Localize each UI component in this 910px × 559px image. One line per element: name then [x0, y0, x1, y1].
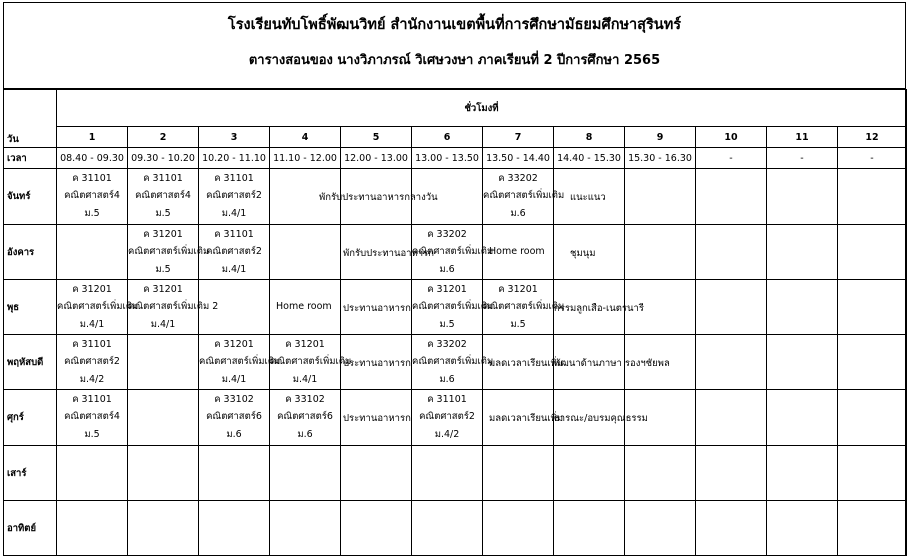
- period-cell: [767, 280, 838, 335]
- period-number: 6: [412, 127, 483, 148]
- period-cell: [838, 169, 907, 225]
- schedule-note: แนะแนว: [570, 192, 606, 203]
- period-cell: [554, 225, 625, 280]
- course-subject: คณิตศาสตร์เพิ่มเติม: [128, 246, 210, 257]
- period-cell: [341, 225, 434, 280]
- hours-header: ชั่วโมงที่: [57, 90, 907, 127]
- period-cell: [128, 501, 199, 556]
- schedule-note: ประทานอาหารก: [343, 358, 411, 369]
- course-subject: คณิตศาสตร์เพิ่มเติม: [199, 356, 281, 367]
- period-number: 7: [483, 127, 554, 148]
- course-subject: คณิตศาสตร์เพิ่มเติม: [483, 190, 565, 201]
- period-cell: [128, 335, 199, 390]
- period-time: 14.40 - 15.30: [554, 148, 625, 169]
- period-time: 15.30 - 16.30: [625, 148, 696, 169]
- class-cell: [57, 335, 128, 390]
- class-level: ม.5: [439, 319, 455, 330]
- period-cell: [319, 169, 438, 225]
- schedule-note: ประทานอาหารก: [343, 303, 411, 314]
- period-number: 9: [625, 127, 696, 148]
- period-time: -: [696, 148, 767, 169]
- class-level: ม.4/2: [434, 429, 460, 440]
- course-code: ค 31201: [498, 284, 538, 295]
- day-row: [4, 280, 907, 335]
- class-level: ม.4/1: [292, 374, 318, 385]
- period-cell: [838, 501, 907, 556]
- course-code: ค 31101: [214, 173, 254, 184]
- teacher-subtitle: ตารางสอนของ นางวิภาภรณ์ วิเศษวงษา ภาคเรียนที่ 2 ปีการศึกษา 2565: [248, 53, 661, 68]
- class-cell: [483, 280, 565, 335]
- period-cell: [483, 501, 554, 556]
- course-subject: คณิตศาสตร์2: [64, 356, 120, 367]
- period-cell: [270, 280, 341, 335]
- period-number: 3: [199, 127, 270, 148]
- period-cell: [341, 280, 412, 335]
- period-cell: [838, 225, 907, 280]
- period-number: 4: [270, 127, 341, 148]
- class-cell: [270, 335, 352, 390]
- period-time: -: [767, 148, 838, 169]
- period-cell: [696, 169, 767, 225]
- class-level: ม.4/1: [150, 319, 176, 330]
- course-code: ค 33102: [285, 394, 325, 405]
- period-number: 1: [57, 127, 128, 148]
- day-row: [4, 169, 907, 225]
- period-cell: [341, 390, 412, 446]
- course-code: ค 31201: [214, 339, 254, 350]
- class-cell: [128, 280, 219, 335]
- period-cell: [625, 446, 696, 501]
- period-cell: [696, 501, 767, 556]
- class-level: ม.4/1: [221, 264, 247, 275]
- period-time: 08.40 - 09.30: [57, 148, 128, 169]
- day-column-header: วัน: [4, 90, 57, 148]
- course-subject: คณิตศาสตร์เพิ่มเติม: [57, 301, 139, 312]
- schedule-note: Home room: [489, 246, 545, 257]
- period-cell: [270, 446, 341, 501]
- day-name: จันทร์: [4, 169, 57, 225]
- class-level: ม.4/1: [79, 319, 105, 330]
- day-row: [4, 390, 907, 446]
- period-time: 09.30 - 10.20: [128, 148, 199, 169]
- period-cell: [696, 446, 767, 501]
- class-cell: [57, 390, 128, 446]
- day-name: ศุกร์: [4, 390, 57, 446]
- day-row: [4, 225, 907, 280]
- school-title: โรงเรียนทับโพธิ์พัฒนวิทย์ สำนักงานเขตพื้นที่การศึกษามัธยมศึกษาสุรินทร์: [227, 17, 682, 33]
- course-code: ค 31101: [72, 339, 112, 350]
- period-cell: [554, 280, 644, 335]
- period-number: 2: [128, 127, 199, 148]
- day-name: เสาร์: [4, 446, 57, 501]
- course-code: ค 31201: [285, 339, 325, 350]
- schedule-note: Home room: [276, 301, 332, 312]
- course-code: ค 33202: [427, 339, 467, 350]
- period-cell: [341, 335, 412, 390]
- class-level: ม.4/1: [221, 374, 247, 385]
- period-cell: [199, 446, 270, 501]
- course-subject: คณิตศาสตร์4: [135, 190, 191, 201]
- schedule-note: มลดเวลาเรียนเพิ่ม: [489, 358, 564, 369]
- class-level: ม.5: [84, 429, 100, 440]
- day-name: พุธ: [4, 280, 57, 335]
- period-cell: [838, 446, 907, 501]
- period-time: 13.00 - 13.50: [412, 148, 483, 169]
- period-number: 11: [767, 127, 838, 148]
- schedule-note: พัฒนาด้านภาษา รองฯชัยพล: [554, 358, 670, 369]
- course-subject: คณิตศาสตร์2: [206, 190, 262, 201]
- period-cell: [625, 225, 696, 280]
- class-level: ม.5: [84, 208, 100, 219]
- schedule-note: มลดเวลาเรียนเพิ่ม: [489, 413, 564, 424]
- course-code: ค 31101: [143, 173, 183, 184]
- course-subject: คณิตศาสตร์6: [206, 411, 262, 422]
- course-code: ค 33102: [214, 394, 254, 405]
- period-cell: [483, 225, 554, 280]
- day-name: พฤหัสบดี: [4, 335, 57, 390]
- day-row: [4, 501, 907, 556]
- class-level: ม.5: [155, 208, 171, 219]
- period-cell: [483, 390, 564, 446]
- class-cell: [270, 390, 341, 446]
- period-cell: [57, 225, 128, 280]
- period-time: 12.00 - 13.00: [341, 148, 412, 169]
- period-number: 5: [341, 127, 412, 148]
- schedule-note: พักรับประทานอาหารก: [343, 248, 434, 259]
- course-code: ค 31101: [214, 229, 254, 240]
- day-row: [4, 446, 907, 501]
- course-code: ค 31101: [427, 394, 467, 405]
- period-cell: [341, 501, 412, 556]
- period-cell: [270, 225, 341, 280]
- class-cell: [412, 280, 494, 335]
- period-time: 13.50 - 14.40: [483, 148, 554, 169]
- class-level: ม.5: [155, 264, 171, 275]
- period-cell: [128, 446, 199, 501]
- class-level: ม.6: [439, 264, 455, 275]
- course-subject: คณิตศาสตร์เพิ่มเติม: [412, 246, 494, 257]
- course-subject: คณิตศาสตร์เพิ่มเติม 2: [128, 301, 219, 312]
- period-cell: [412, 501, 483, 556]
- period-cell: [199, 280, 270, 335]
- class-level: ม.6: [510, 208, 526, 219]
- class-level: ม.5: [510, 319, 526, 330]
- course-code: ค 31201: [427, 284, 467, 295]
- period-cell: [696, 225, 767, 280]
- period-cell: [767, 446, 838, 501]
- class-cell: [57, 169, 128, 225]
- day-name: อาทิตย์: [4, 501, 57, 556]
- course-code: ค 31101: [72, 173, 112, 184]
- course-subject: คณิตศาสตร์เพิ่มเติม: [412, 301, 494, 312]
- class-cell: [199, 390, 270, 446]
- course-code: ค 33202: [498, 173, 538, 184]
- course-subject: คณิตศาสตร์6: [277, 411, 333, 422]
- class-cell: [412, 335, 494, 390]
- course-subject: คณิตศาสตร์เพิ่มเติม: [412, 356, 494, 367]
- class-level: ม.6: [439, 374, 455, 385]
- timetable-grid: [3, 89, 907, 556]
- course-subject: คณิตศาสตร์4: [64, 190, 120, 201]
- period-cell: [767, 169, 838, 225]
- period-cell: [412, 446, 483, 501]
- class-cell: [199, 225, 270, 280]
- course-subject: คณิตศาสตร์เพิ่มเติม: [270, 356, 352, 367]
- period-cell: [199, 501, 270, 556]
- period-cell: [838, 390, 907, 446]
- period-cell: [554, 390, 648, 446]
- period-cell: [696, 335, 767, 390]
- period-cell: [838, 335, 907, 390]
- course-code: ค 31201: [72, 284, 112, 295]
- class-cell: [199, 335, 281, 390]
- class-level: ม.4/1: [221, 208, 247, 219]
- period-cell: [767, 501, 838, 556]
- period-cell: [270, 501, 341, 556]
- period-cell: [625, 501, 696, 556]
- period-cell: [483, 446, 554, 501]
- timetable-page: [3, 2, 906, 556]
- course-subject: คณิตศาสตร์4: [64, 411, 120, 422]
- period-cell: [554, 501, 625, 556]
- period-time: 10.20 - 11.10: [199, 148, 270, 169]
- schedule-note: ธารณะ/อบรมคุณธรรม: [554, 413, 648, 424]
- period-cell: [767, 390, 838, 446]
- period-time: -: [838, 148, 907, 169]
- period-number: 8: [554, 127, 625, 148]
- period-cell: [554, 446, 625, 501]
- day-name: อังคาร: [4, 225, 57, 280]
- class-cell: [412, 390, 483, 446]
- period-cell: [128, 390, 199, 446]
- course-subject: คณิตศาสตร์2: [419, 411, 475, 422]
- schedule-note: พักรับประทานอาหารกลางวัน: [319, 192, 438, 203]
- schedule-note: กรรมลูกเสือ-เนตรนารี: [554, 303, 644, 314]
- course-subject: คณิตศาสตร์เพิ่มเติม: [483, 301, 565, 312]
- period-cell: [57, 501, 128, 556]
- period-number: 12: [838, 127, 907, 148]
- class-level: ม.6: [226, 429, 242, 440]
- period-time: 11.10 - 12.00: [270, 148, 341, 169]
- class-cell: [57, 280, 139, 335]
- period-cell: [838, 280, 907, 335]
- class-cell: [199, 169, 270, 225]
- period-cell: [554, 169, 625, 225]
- timetable-header: [4, 3, 905, 89]
- course-code: ค 31201: [143, 229, 183, 240]
- course-code: ค 31101: [72, 394, 112, 405]
- period-cell: [341, 446, 412, 501]
- time-row-label: เวลา: [4, 148, 57, 169]
- period-cell: [625, 169, 696, 225]
- course-code: ค 31201: [143, 284, 183, 295]
- course-code: ค 33202: [427, 229, 467, 240]
- class-level: ม.6: [297, 429, 313, 440]
- class-cell: [128, 225, 210, 280]
- schedule-note: ชุมนุม: [570, 248, 596, 259]
- class-level: ม.4/2: [79, 374, 105, 385]
- period-cell: [554, 335, 670, 390]
- course-subject: คณิตศาสตร์2: [206, 246, 262, 257]
- period-cell: [696, 280, 767, 335]
- period-cell: [57, 446, 128, 501]
- class-cell: [483, 169, 565, 225]
- day-row: [4, 335, 907, 390]
- period-cell: [483, 335, 564, 390]
- schedule-note: ประทานอาหารก: [343, 413, 411, 424]
- period-cell: [696, 390, 767, 446]
- period-number: 10: [696, 127, 767, 148]
- period-cell: [767, 335, 838, 390]
- class-cell: [128, 169, 199, 225]
- period-cell: [767, 225, 838, 280]
